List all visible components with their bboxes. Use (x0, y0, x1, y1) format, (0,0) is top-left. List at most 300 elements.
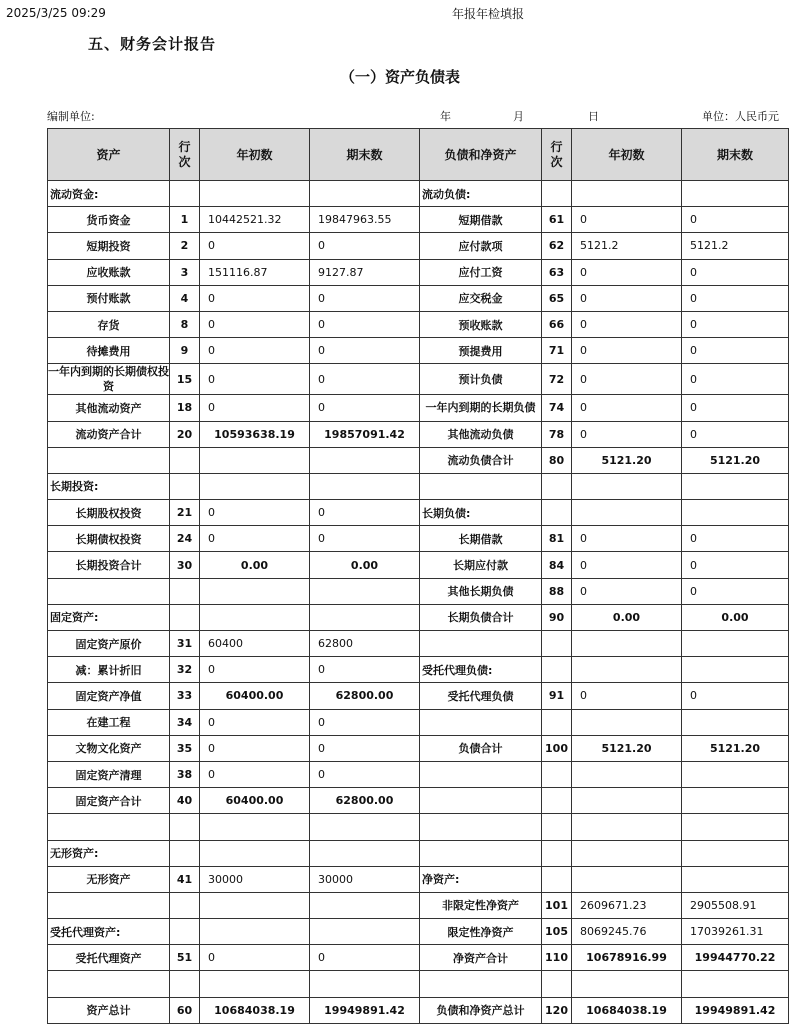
beginning-value: 0 (200, 364, 310, 395)
table-row (48, 473, 789, 499)
row-number: 4 (170, 285, 200, 311)
empty-cell (48, 971, 170, 997)
empty-cell (420, 971, 542, 997)
ending-value: 5121.20 (682, 735, 789, 761)
asset-item-name: 无形资产 (48, 866, 170, 892)
ending-value: 0 (682, 311, 789, 337)
ending-value: 0 (682, 526, 789, 552)
col-header-begin: 年初数 (200, 129, 310, 181)
empty-cell (170, 447, 200, 473)
asset-item-name: 应收账款 (48, 259, 170, 285)
table-row (48, 814, 789, 840)
table-row (48, 395, 789, 421)
beginning-value: 0 (200, 945, 310, 971)
empty-cell (170, 971, 200, 997)
asset-item-name: 文物文化资产 (48, 735, 170, 761)
beginning-value: 0 (200, 285, 310, 311)
empty-cell (170, 892, 200, 918)
beginning-value: 0 (200, 761, 310, 787)
liability-section-label: 受托代理负债: (420, 657, 542, 683)
currency-label: 单位：人民币元 (702, 110, 779, 123)
empty-cell (200, 814, 310, 840)
row-number: 21 (170, 500, 200, 526)
ending-value: 0 (310, 526, 420, 552)
row-number: 62 (542, 233, 572, 259)
empty-cell (310, 473, 420, 499)
asset-item-name: 预付账款 (48, 285, 170, 311)
empty-cell (682, 657, 789, 683)
empty-cell (542, 657, 572, 683)
row-number: 66 (542, 311, 572, 337)
beginning-value: 30000 (200, 866, 310, 892)
asset-item-name: 一年内到期的长期债权投资 (48, 365, 169, 394)
beginning-value: 0 (572, 259, 682, 285)
empty-cell (420, 840, 542, 866)
empty-cell (542, 631, 572, 657)
empty-cell (200, 919, 310, 945)
ending-value: 0.00 (310, 552, 420, 578)
empty-cell (200, 604, 310, 630)
empty-cell (572, 709, 682, 735)
empty-cell (572, 866, 682, 892)
empty-cell (572, 631, 682, 657)
ending-value: 19949891.42 (310, 997, 420, 1023)
row-number: 61 (542, 207, 572, 233)
empty-cell (542, 761, 572, 787)
row-number: 38 (170, 761, 200, 787)
empty-cell (200, 447, 310, 473)
empty-cell (310, 604, 420, 630)
empty-cell (420, 788, 542, 814)
beginning-value: 0 (572, 683, 682, 709)
ending-value: 0.00 (682, 604, 789, 630)
ending-value: 0 (310, 233, 420, 259)
ending-value: 0 (682, 207, 789, 233)
asset-item-name: 长期投资合计 (48, 552, 170, 578)
liability-item-name: 预提费用 (420, 338, 542, 364)
asset-item-name: 资产总计 (48, 997, 170, 1023)
col-header-rownum: 行次 (170, 129, 200, 181)
table-row (48, 709, 789, 735)
col-header-end: 期末数 (310, 129, 420, 181)
beginning-value: 0 (200, 709, 310, 735)
empty-cell (682, 500, 789, 526)
asset-section-label: 固定资产: (48, 604, 170, 630)
row-number: 31 (170, 631, 200, 657)
empty-cell (420, 631, 542, 657)
asset-section-label: 受托代理资产: (48, 919, 170, 945)
beginning-value: 0 (200, 311, 310, 337)
month-label: 月 (513, 110, 524, 123)
beginning-value: 10684038.19 (200, 997, 310, 1023)
page-header-title: 年报年检填报 (452, 7, 525, 21)
empty-cell (200, 840, 310, 866)
asset-item-name: 其他流动资产 (48, 395, 170, 421)
ending-value: 0 (682, 421, 789, 447)
table-row (48, 207, 789, 233)
asset-item-name: 长期股权投资 (48, 500, 170, 526)
beginning-value: 60400.00 (200, 788, 310, 814)
ending-value: 0 (310, 364, 420, 395)
ending-value: 0 (310, 945, 420, 971)
ending-value: 0 (682, 364, 789, 395)
ending-value: 0 (682, 578, 789, 604)
beginning-value: 10593638.19 (200, 421, 310, 447)
beginning-value: 0.00 (572, 604, 682, 630)
ending-value: 0 (310, 500, 420, 526)
row-number: 60 (170, 997, 200, 1023)
row-number: 110 (542, 945, 572, 971)
preparer-label: 编制单位: (47, 110, 95, 123)
asset-item-name: 受托代理资产 (48, 945, 170, 971)
row-number: 2 (170, 233, 200, 259)
beginning-value: 2609671.23 (572, 892, 682, 918)
table-row (48, 683, 789, 709)
row-number: 71 (542, 338, 572, 364)
empty-cell (682, 473, 789, 499)
row-number: 100 (542, 735, 572, 761)
ending-value: 0 (682, 683, 789, 709)
beginning-value: 10442521.32 (200, 207, 310, 233)
print-datetime: 2025/3/25 09:29 (6, 6, 106, 20)
asset-item-name: 固定资产清理 (48, 761, 170, 787)
empty-cell (170, 473, 200, 499)
empty-cell (310, 447, 420, 473)
beginning-value: 0 (572, 338, 682, 364)
ending-value: 62800.00 (310, 683, 420, 709)
table-row (48, 657, 789, 683)
balance-sheet-table (47, 128, 789, 1024)
asset-section-label: 长期投资: (48, 473, 170, 499)
empty-cell (572, 788, 682, 814)
table-row (48, 945, 789, 971)
beginning-value: 0 (200, 233, 310, 259)
empty-cell (170, 604, 200, 630)
empty-cell (682, 709, 789, 735)
empty-cell (542, 788, 572, 814)
row-number: 24 (170, 526, 200, 552)
col-header-end: 期末数 (682, 129, 789, 181)
beginning-value: 0 (572, 285, 682, 311)
row-number: 3 (170, 259, 200, 285)
table-row (48, 788, 789, 814)
ending-value: 19857091.42 (310, 421, 420, 447)
table-row (48, 285, 789, 311)
beginning-value: 5121.20 (572, 735, 682, 761)
empty-cell (682, 866, 789, 892)
ending-value: 19944770.22 (682, 945, 789, 971)
asset-item-name: 减：累计折旧 (48, 657, 170, 683)
beginning-value: 0 (200, 735, 310, 761)
ending-value: 0 (310, 285, 420, 311)
empty-cell (170, 181, 200, 207)
empty-cell (542, 971, 572, 997)
table-row (48, 181, 789, 207)
table-title: （一）资产负债表 (339, 68, 460, 86)
row-number: 63 (542, 259, 572, 285)
empty-cell (200, 892, 310, 918)
empty-cell (310, 971, 420, 997)
liability-item-name: 非限定性净资产 (420, 892, 542, 918)
ending-value: 30000 (310, 866, 420, 892)
row-number: 74 (542, 395, 572, 421)
beginning-value: 8069245.76 (572, 919, 682, 945)
ending-value: 0 (682, 285, 789, 311)
table-row (48, 311, 789, 337)
ending-value: 0 (310, 735, 420, 761)
asset-item-name: 待摊费用 (48, 338, 170, 364)
table-row (48, 971, 789, 997)
asset-section-label: 无形资产: (48, 840, 170, 866)
empty-cell (682, 631, 789, 657)
beginning-value: 0 (572, 311, 682, 337)
ending-value: 17039261.31 (682, 919, 789, 945)
empty-cell (542, 814, 572, 840)
liability-item-name: 预计负债 (420, 364, 542, 395)
empty-cell (682, 971, 789, 997)
ending-value: 0 (682, 338, 789, 364)
row-number: 88 (542, 578, 572, 604)
table-row (48, 919, 789, 945)
asset-item-name: 流动资产合计 (48, 421, 170, 447)
empty-cell (572, 761, 682, 787)
beginning-value: 0 (200, 657, 310, 683)
ending-value: 0 (682, 395, 789, 421)
beginning-value: 0 (572, 364, 682, 395)
ending-value: 5121.20 (682, 447, 789, 473)
empty-cell (170, 919, 200, 945)
table-row (48, 500, 789, 526)
empty-cell (572, 500, 682, 526)
empty-cell (682, 814, 789, 840)
empty-cell (48, 578, 170, 604)
row-number: 41 (170, 866, 200, 892)
liability-item-name: 应交税金 (420, 285, 542, 311)
empty-cell (572, 971, 682, 997)
ending-value: 19847963.55 (310, 207, 420, 233)
empty-cell (310, 840, 420, 866)
empty-cell (48, 447, 170, 473)
asset-item-name: 固定资产原价 (48, 631, 170, 657)
beginning-value: 0 (572, 421, 682, 447)
liability-item-name: 流动负债合计 (420, 447, 542, 473)
ending-value: 0 (310, 311, 420, 337)
row-number: 1 (170, 207, 200, 233)
table-row (48, 552, 789, 578)
ending-value: 9127.87 (310, 259, 420, 285)
empty-cell (200, 473, 310, 499)
row-number: 78 (542, 421, 572, 447)
empty-cell (682, 181, 789, 207)
row-number: 40 (170, 788, 200, 814)
col-header-liab: 负债和净资产 (420, 129, 542, 181)
row-number: 105 (542, 919, 572, 945)
asset-item-name: 货币资金 (48, 207, 170, 233)
liability-item-name: 一年内到期的长期负债 (420, 395, 542, 421)
beginning-value: 0 (572, 395, 682, 421)
table-row (48, 735, 789, 761)
row-number: 81 (542, 526, 572, 552)
row-number: 91 (542, 683, 572, 709)
asset-item-name: 长期债权投资 (48, 526, 170, 552)
beginning-value: 0 (200, 338, 310, 364)
empty-cell (310, 892, 420, 918)
empty-cell (420, 709, 542, 735)
beginning-value: 0 (572, 578, 682, 604)
beginning-value: 151116.87 (200, 259, 310, 285)
row-number: 90 (542, 604, 572, 630)
liability-item-name: 其他流动负债 (420, 421, 542, 447)
ending-value: 0 (682, 259, 789, 285)
row-number: 20 (170, 421, 200, 447)
row-number: 15 (170, 364, 200, 395)
table-row (48, 892, 789, 918)
empty-cell (572, 181, 682, 207)
asset-item-name: 固定资产净值 (48, 683, 170, 709)
liability-section-label: 净资产: (420, 866, 542, 892)
liability-item-name: 受托代理负债 (420, 683, 542, 709)
empty-cell (682, 761, 789, 787)
empty-cell (200, 578, 310, 604)
liability-item-name: 长期负债合计 (420, 604, 542, 630)
col-header-rownum: 行次 (542, 129, 572, 181)
empty-cell (200, 181, 310, 207)
empty-cell (48, 892, 170, 918)
row-number: 65 (542, 285, 572, 311)
empty-cell (542, 473, 572, 499)
row-number: 34 (170, 709, 200, 735)
ending-value: 2905508.91 (682, 892, 789, 918)
col-header-asset: 资产 (48, 129, 170, 181)
empty-cell (420, 814, 542, 840)
row-number: 32 (170, 657, 200, 683)
liability-item-name: 净资产合计 (420, 945, 542, 971)
beginning-value: 10678916.99 (572, 945, 682, 971)
asset-item-name: 存货 (48, 311, 170, 337)
row-number: 35 (170, 735, 200, 761)
liability-item-name: 其他长期负债 (420, 578, 542, 604)
table-row (48, 338, 789, 364)
empty-cell (682, 788, 789, 814)
ending-value: 19949891.42 (682, 997, 789, 1023)
beginning-value: 0 (200, 500, 310, 526)
ending-value: 0 (310, 761, 420, 787)
table-row (48, 421, 789, 447)
beginning-value: 0 (572, 526, 682, 552)
beginning-value: 0 (200, 526, 310, 552)
empty-cell (170, 578, 200, 604)
row-number: 80 (542, 447, 572, 473)
ending-value: 0 (310, 709, 420, 735)
empty-cell (542, 866, 572, 892)
col-header-begin: 年初数 (572, 129, 682, 181)
asset-section-label: 流动资金: (48, 181, 170, 207)
asset-item-name: 固定资产合计 (48, 788, 170, 814)
table-row (48, 840, 789, 866)
ending-value: 0 (682, 552, 789, 578)
table-row (48, 997, 789, 1023)
table-row (48, 631, 789, 657)
table-row (48, 604, 789, 630)
table-row (48, 259, 789, 285)
ending-value: 62800.00 (310, 788, 420, 814)
empty-cell (420, 761, 542, 787)
beginning-value: 0.00 (200, 552, 310, 578)
table-row (48, 761, 789, 787)
liability-section-label: 长期负债: (420, 500, 542, 526)
row-number: 9 (170, 338, 200, 364)
row-number: 33 (170, 683, 200, 709)
day-label: 日 (588, 110, 599, 123)
ending-value: 0 (310, 657, 420, 683)
empty-cell (542, 840, 572, 866)
section-title: 五、财务会计报告 (88, 35, 217, 53)
empty-cell (542, 500, 572, 526)
beginning-value: 60400.00 (200, 683, 310, 709)
empty-cell (682, 840, 789, 866)
table-row (48, 578, 789, 604)
asset-item-name: 在建工程 (48, 709, 170, 735)
row-number: 72 (542, 364, 572, 395)
row-number: 18 (170, 395, 200, 421)
liability-item-name: 限定性净资产 (420, 919, 542, 945)
liability-item-name: 长期借款 (420, 526, 542, 552)
asset-item-name: 短期投资 (48, 233, 170, 259)
liability-item-name: 长期应付款 (420, 552, 542, 578)
beginning-value: 60400 (200, 631, 310, 657)
empty-cell (310, 814, 420, 840)
empty-cell (420, 473, 542, 499)
table-header-row (48, 129, 789, 181)
beginning-value: 0 (572, 552, 682, 578)
empty-cell (572, 840, 682, 866)
table-row (48, 526, 789, 552)
liability-item-name: 负债合计 (420, 735, 542, 761)
beginning-value: 0 (572, 207, 682, 233)
empty-cell (572, 814, 682, 840)
ending-value: 62800 (310, 631, 420, 657)
empty-cell (542, 709, 572, 735)
empty-cell (310, 578, 420, 604)
row-number: 101 (542, 892, 572, 918)
liability-item-name: 预收账款 (420, 311, 542, 337)
beginning-value: 0 (200, 395, 310, 421)
table-row (48, 866, 789, 892)
year-label: 年 (440, 110, 451, 123)
liability-item-name: 短期借款 (420, 207, 542, 233)
empty-cell (310, 181, 420, 207)
beginning-value: 10684038.19 (572, 997, 682, 1023)
empty-cell (48, 814, 170, 840)
row-number: 51 (170, 945, 200, 971)
table-row (48, 364, 789, 395)
empty-cell (572, 657, 682, 683)
liability-item-name: 负债和净资产总计 (420, 997, 542, 1023)
row-number: 84 (542, 552, 572, 578)
row-number: 120 (542, 997, 572, 1023)
empty-cell (170, 840, 200, 866)
liability-section-label: 流动负债: (420, 181, 542, 207)
empty-cell (200, 971, 310, 997)
beginning-value: 5121.2 (572, 233, 682, 259)
ending-value: 0 (310, 395, 420, 421)
table-row (48, 233, 789, 259)
row-number: 8 (170, 311, 200, 337)
table-row (48, 447, 789, 473)
empty-cell (572, 473, 682, 499)
empty-cell (542, 181, 572, 207)
ending-value: 0 (310, 338, 420, 364)
